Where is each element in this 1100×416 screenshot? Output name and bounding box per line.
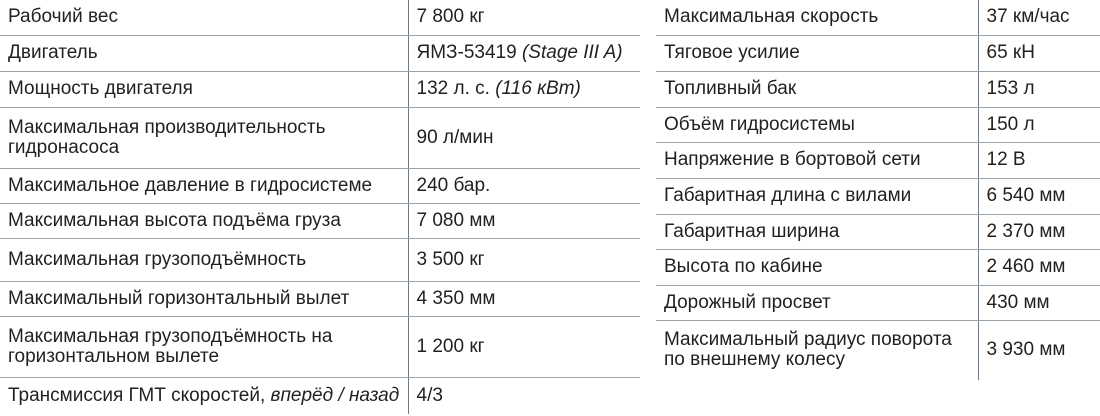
spec-name: Высота по кабине [656, 249, 978, 285]
right-spec-table [656, 0, 1100, 380]
spec-value: 7 800 кг [408, 0, 640, 35]
spec-name: Максимальная грузоподъёмность на горизонтальном вылете [0, 316, 408, 377]
spec-value-note: (116 кВт) [495, 78, 581, 99]
spec-name: Максимальная скорость [656, 0, 978, 35]
spec-value: 37 км/час [978, 0, 1100, 35]
spec-name: Максимальное давление в гидросистеме [0, 168, 408, 203]
spec-name-note: вперёд / назад [270, 384, 400, 406]
spec-name: Дорожный просвет [656, 285, 978, 320]
spec-value: 240 бар. [408, 168, 640, 203]
spec-value: 430 мм [978, 285, 1100, 320]
spec-value: 3 930 мм [978, 320, 1100, 380]
spec-value: 7 080 мм [408, 203, 640, 238]
spec-name: Рабочий вес [0, 0, 408, 35]
spec-name: Объём гидросистемы [656, 107, 978, 142]
spec-name: Тяговое усилие [656, 35, 978, 71]
spec-name [0, 377, 408, 414]
spec-name: Максимальный радиус поворота по внешнему колесу [664, 329, 952, 371]
spec-value: 1 200 кг [408, 316, 640, 377]
table-row [656, 107, 1100, 142]
spec-name: Двигатель [0, 35, 408, 71]
spec-name: Напряжение в бортовой сети [656, 142, 978, 178]
table-row [0, 168, 640, 203]
spec-value-main: ЯМЗ-53419 [416, 42, 517, 63]
table-row [0, 71, 640, 107]
table-row [656, 320, 1100, 380]
table-row [656, 35, 1100, 71]
spec-value: 150 л [978, 107, 1100, 142]
spec-name: Мощность двигателя [0, 71, 408, 107]
table-row [0, 0, 640, 35]
spec-value: 12 В [978, 142, 1100, 178]
spec-name: Топливный бак [656, 71, 978, 107]
table-row [656, 0, 1100, 35]
table-row [0, 377, 640, 414]
spec-value: 153 л [978, 71, 1100, 107]
spec-value: 65 кН [978, 35, 1100, 71]
spec-value [408, 35, 640, 71]
spec-name: Габаритная ширина [656, 214, 978, 249]
table-row [656, 285, 1100, 320]
spec-name: Максимальная высота подъёма груза [0, 203, 408, 238]
spec-name: Максимальная грузоподъёмность [0, 238, 408, 281]
table-row [656, 142, 1100, 178]
spec-value [408, 71, 640, 107]
spec-name-main: Трансмиссия ГМТ скоростей, [8, 384, 266, 406]
spec-value: 90 л/мин [408, 107, 640, 168]
spec-value: 4 350 мм [408, 281, 640, 316]
table-row [0, 316, 640, 377]
spec-value: 2 460 мм [978, 249, 1100, 285]
spec-name: Габаритная длина с вилами [656, 178, 978, 214]
table-row [656, 178, 1100, 214]
table-row [656, 71, 1100, 107]
spec-value: 4/3 [408, 377, 640, 414]
table-row [656, 249, 1100, 285]
table-row [0, 203, 640, 238]
spec-name: Максимальный горизонтальный вылет [0, 281, 408, 316]
spec-value: 3 500 кг [408, 238, 640, 281]
spec-value-note: (Stage III A) [521, 42, 623, 63]
spec-value: 6 540 мм [978, 178, 1100, 214]
table-row [0, 238, 640, 281]
table-row [0, 35, 640, 71]
table-row [656, 214, 1100, 249]
spec-name: Максимальная производительность гидронасоса [0, 107, 408, 168]
spec-value: 2 370 мм [978, 214, 1100, 249]
spec-value-main: 132 л. с. [416, 78, 490, 99]
table-row [0, 281, 640, 316]
table-row [0, 107, 640, 168]
